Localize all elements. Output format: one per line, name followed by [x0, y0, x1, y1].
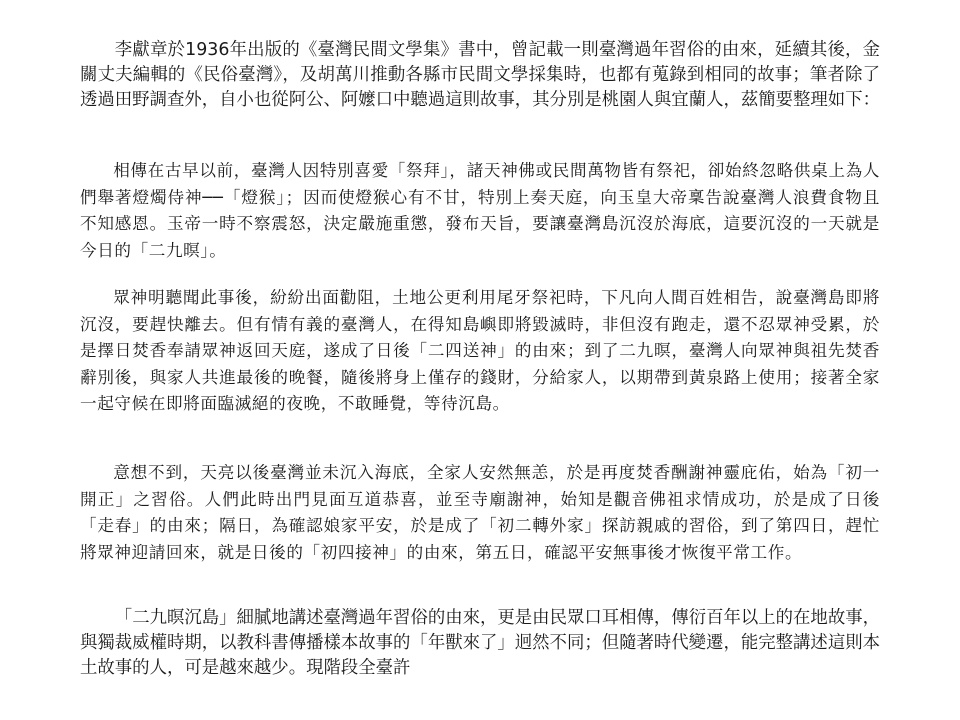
- intro-paragraph: 李獻章於1936年出版的《臺灣民間文學集》書中，曾記載一則臺灣過年習俗的由來，延續其後，金關丈夫編輯的《民俗臺灣》，及胡萬川推動各縣市民間文學採集時，也都有蒐錄到相同的故事；筆者除了透過田野調查外，自小也從阿公、阿嬤口中聽過這則故事，其分別是桃園人與宜蘭人，茲簡要整理如下：: [80, 40, 880, 110]
- conclusion-paragraph: 「二九暝沉島」細膩地講述臺灣過年習俗的由來，更是由民眾口耳相傳，傳衍百年以上的在地故事，與獨裁威權時期，以教科書傳播樣本故事的「年獸來了」迥然不同；但隨著時代變遷，能完整講述這則本土故事的人，可是越來越少。現階段全臺許: [80, 608, 880, 678]
- legend-paragraph-2: 眾神明聽聞此事後，紛紛出面勸阻，土地公更利用尾牙祭祀時，下凡向人間百姓相告，說臺灣島即將沉沒，要趕快離去。但有情有義的臺灣人，在得知島嶼即將毀滅時，非但沒有跑走，還不忍眾神受累，於是擇日焚香奉請眾神返回天庭，遂成了日後「二四送神」的由來；到了二九暝，臺灣人向眾神與祖先焚香辭別後，與家人共進最後的晚餐，隨後將身上僅存的錢財，分給家人，以期帶到黃泉路上使用；接著全家一起守候在即將面臨滅絕的夜晚，不敢睡覺，等待沉島。: [80, 288, 880, 413]
- legend-paragraph-1: 相傳在古早以前，臺灣人因特別喜愛「祭拜」，諸天神佛或民間萬物皆有祭祀，卻始終忽略供桌上為人們舉著燈燭侍神──「燈猴」；因而使燈猴心有不甘，特別上奏天庭，向玉皇大帝稟告說臺灣人浪費食物且不知感恩。玉帝一時不察震怒，決定嚴施重懲，發布天旨，要讓臺灣島沉沒於海底，這要沉沒的一天就是今日的「二九暝」。: [80, 161, 880, 260]
- legend-paragraph-3: 意想不到，天亮以後臺灣並未沉入海底，全家人安然無恙，於是再度焚香酬謝神靈庇佑，始為「初一開正」之習俗。人們此時出門見面互道恭喜，並至寺廟謝神，始知是觀音佛祖求情成功，於是成了日後「走春」的由來；隔日，為確認娘家平安，於是成了「初二轉外家」探訪親戚的習俗，到了第四日，趕忙將眾神迎請回來，就是日後的「初四接神」的由來，第五日，確認平安無事後才恢復平常工作。: [80, 463, 880, 562]
